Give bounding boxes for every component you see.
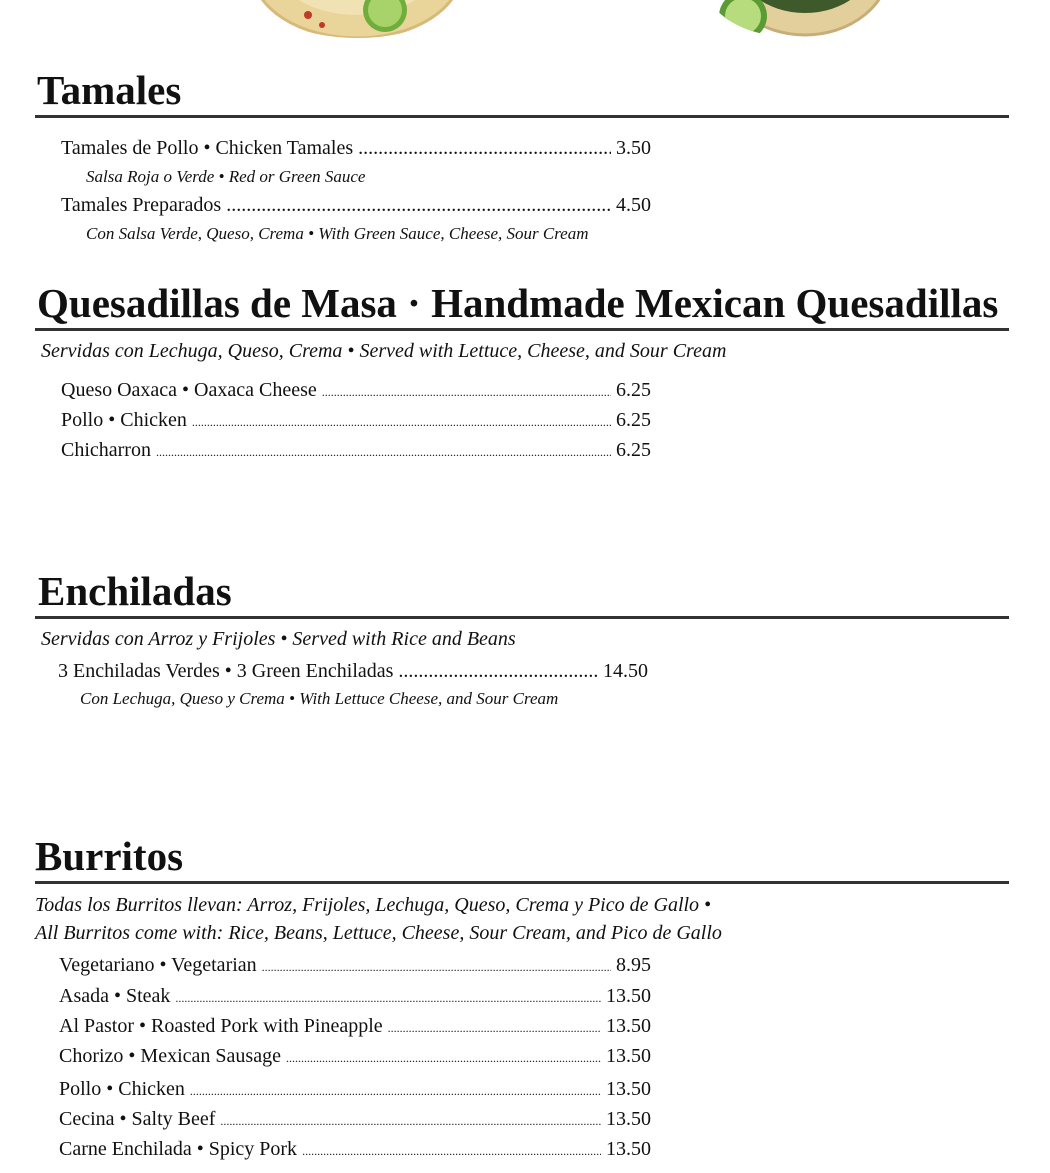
menu-item — [61, 379, 651, 402]
menu-item — [59, 985, 651, 1008]
section-burritos — [35, 833, 1009, 1171]
dot-leader — [190, 1084, 601, 1099]
section-intro-line-1: Todas los Burritos llevan: Arroz, Frijoles, Lechuga, Queso, Crema y Pico de Gallo • — [35, 894, 712, 916]
dot-leader — [156, 445, 611, 460]
item-price: 13.50 — [606, 1138, 651, 1160]
item-name: Cecina • Salty Beef — [59, 1108, 216, 1130]
menu-item — [61, 409, 651, 432]
item-name: Pollo • Chicken — [61, 409, 187, 431]
menu-item — [61, 194, 651, 217]
section-intro: Servidas con Lechuga, Queso, Crema • Served with Lettuce, Cheese, and Sour Cream — [41, 340, 727, 362]
section-divider — [35, 881, 1009, 884]
section-divider — [35, 616, 1009, 619]
section-intro: Servidas con Arroz y Frijoles • Served with Rice and Beans — [41, 628, 516, 650]
menu-item — [58, 660, 648, 683]
item-name: Tamales de Pollo • Chicken Tamales — [61, 137, 354, 159]
item-price: 13.50 — [606, 985, 651, 1007]
item-price: 6.25 — [616, 409, 651, 431]
menu-item — [59, 1015, 651, 1038]
section-divider — [35, 115, 1009, 118]
dish-photo-right — [705, 0, 890, 38]
item-price: 3.50 — [616, 137, 651, 159]
section-title: Quesadillas de Masa · Handmade Mexican Quesadillas — [37, 280, 999, 326]
item-price: 14.50 — [603, 660, 648, 682]
item-note: Salsa Roja o Verde • Red or Green Sauce — [86, 167, 366, 186]
dot-leader — [192, 415, 611, 430]
item-price: 13.50 — [606, 1108, 651, 1130]
item-name: Carne Enchilada • Spicy Pork — [59, 1138, 298, 1160]
section-intro-line-2: All Burritos come with: Rice, Beans, Lettuce, Cheese, Sour Cream, and Pico de Gallo — [35, 922, 722, 944]
menu-item — [61, 439, 651, 462]
item-price: 13.50 — [606, 1045, 651, 1067]
item-name: Queso Oaxaca • Oaxaca Cheese — [61, 379, 317, 401]
section-divider — [35, 328, 1009, 331]
dot-leader — [226, 194, 611, 217]
menu-item — [59, 1108, 651, 1131]
section-enchiladas — [35, 568, 1009, 721]
item-note: Con Salsa Verde, Queso, Crema • With Green Sauce, Cheese, Sour Cream — [86, 224, 589, 243]
item-name: Vegetariano • Vegetarian — [59, 954, 257, 976]
section-tamales — [35, 67, 1009, 250]
dot-leader — [322, 385, 611, 400]
dot-leader — [175, 991, 601, 1006]
item-name: Al Pastor • Roasted Pork with Pineapple — [59, 1015, 383, 1037]
menu-item — [59, 1138, 651, 1161]
section-title: Tamales — [37, 67, 182, 113]
dish-photo-left — [250, 0, 465, 38]
dot-leader — [388, 1021, 601, 1036]
item-price: 13.50 — [606, 1078, 651, 1100]
dot-leader — [302, 1144, 601, 1159]
dot-leader — [398, 660, 598, 683]
item-price: 4.50 — [616, 194, 651, 216]
item-name: Chorizo • Mexican Sausage — [59, 1045, 281, 1067]
item-name: Asada • Steak — [59, 985, 171, 1007]
dot-leader — [358, 137, 611, 160]
menu-item — [61, 137, 651, 160]
section-quesadillas — [35, 280, 1009, 473]
dot-leader — [220, 1114, 601, 1129]
item-note: Con Lechuga, Queso y Crema • With Lettuce Cheese, and Sour Cream — [80, 689, 559, 708]
item-name: Tamales Preparados — [61, 194, 222, 216]
section-title: Burritos — [35, 833, 184, 879]
dot-leader — [286, 1051, 601, 1066]
item-price: 8.95 — [616, 954, 651, 976]
item-name: 3 Enchiladas Verdes • 3 Green Enchiladas — [58, 660, 394, 682]
item-price: 6.25 — [616, 439, 651, 461]
item-name: Pollo • Chicken — [59, 1078, 185, 1100]
item-name: Chicharron — [61, 439, 151, 461]
item-price: 6.25 — [616, 379, 651, 401]
dot-leader — [262, 960, 611, 975]
menu-item — [59, 1045, 651, 1068]
item-price: 13.50 — [606, 1015, 651, 1037]
menu-item — [59, 954, 651, 977]
section-title: Enchiladas — [38, 568, 232, 614]
menu-item — [59, 1078, 651, 1101]
